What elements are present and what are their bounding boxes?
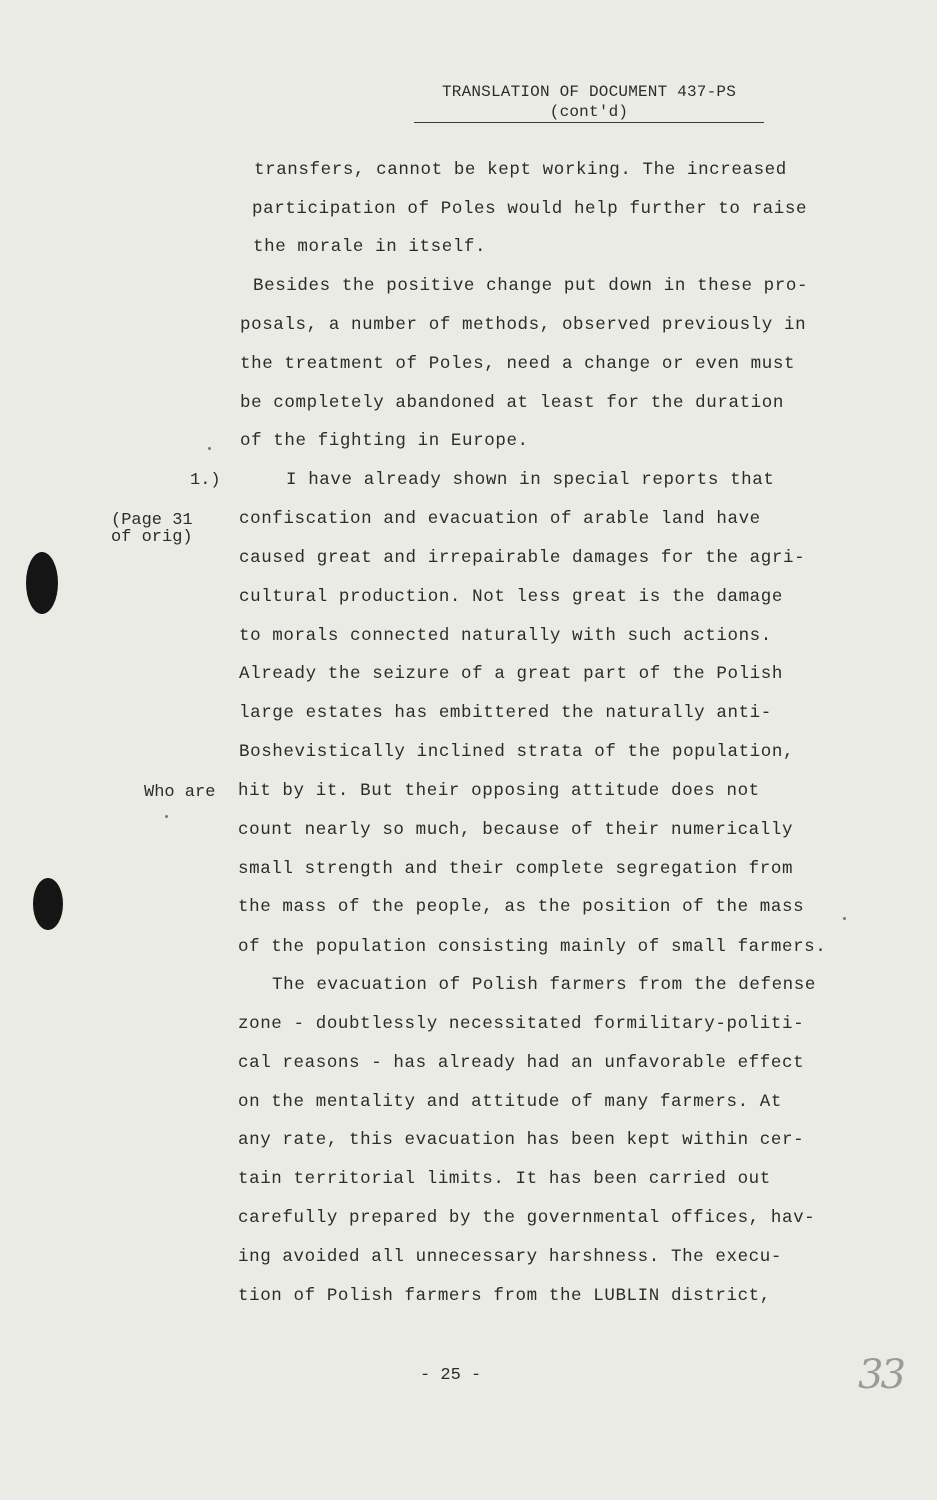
body-line: cultural production. Not less great is the damage xyxy=(239,587,783,607)
speck xyxy=(843,917,846,920)
body-line: transfers, cannot be kept working. The increased xyxy=(254,160,787,180)
item-number: 1.) xyxy=(190,471,221,490)
body-line: The evacuation of Polish farmers from the defense xyxy=(272,975,816,995)
body-line: ing avoided all unnecessary harshness. The execu- xyxy=(238,1247,782,1267)
body-line: any rate, this evacuation has been kept within cer- xyxy=(238,1130,805,1150)
body-line: confiscation and evacuation of arable land have xyxy=(239,509,761,529)
body-line: of the fighting in Europe. xyxy=(240,431,529,451)
body-line: small strength and their complete segregation from xyxy=(238,859,794,879)
punch-hole-bottom xyxy=(33,878,63,930)
document-header xyxy=(414,82,764,122)
body-line: be completely abandoned at least for the duration xyxy=(240,393,784,413)
body-line: on the mentality and attitude of many farmers. At xyxy=(238,1092,782,1112)
handwritten-folio-number: 33 xyxy=(858,1352,903,1398)
body-line: large estates has embittered the naturally anti- xyxy=(239,703,772,723)
who-are-note: Who are xyxy=(144,783,216,802)
body-line: of the population consisting mainly of small farmers. xyxy=(238,937,827,957)
body-line: the treatment of Poles, need a change or even must xyxy=(240,354,796,374)
header-title: TRANSLATION OF DOCUMENT 437-PS xyxy=(441,83,737,101)
body-line: I have already shown in special reports that xyxy=(286,470,775,490)
body-line: cal reasons - has already had an unfavorable effect xyxy=(238,1053,805,1073)
body-line: hit by it. But their opposing attitude does not xyxy=(238,781,760,801)
header-subtitle: (cont'd) xyxy=(549,103,629,121)
punch-hole-top xyxy=(26,552,58,614)
header-underline xyxy=(414,122,764,123)
body-line: carefully prepared by the governmental offices, hav- xyxy=(238,1208,816,1228)
body-line: the mass of the people, as the position of the mass xyxy=(238,897,805,917)
body-line: Boshevistically inclined strata of the population, xyxy=(239,742,795,762)
body-line: caused great and irrepairable damages for the agri- xyxy=(239,548,806,568)
body-line: participation of Poles would help further to raise xyxy=(252,199,808,219)
body-line: zone - doubtlessly necessitated formilitary-politi- xyxy=(238,1014,805,1034)
page-number: - 25 - xyxy=(420,1366,482,1385)
body-line: the morale in itself. xyxy=(253,237,487,257)
speck xyxy=(165,815,168,818)
body-line: to morals connected naturally with such actions. xyxy=(239,626,772,646)
body-line: Already the seizure of a great part of the Polish xyxy=(239,664,783,684)
body-line: posals, a number of methods, observed previously in xyxy=(240,315,807,335)
page-reference-note: (Page 31 of orig) xyxy=(111,511,193,547)
speck xyxy=(208,447,211,450)
body-line: tain territorial limits. It has been carried out xyxy=(238,1169,771,1189)
body-line: count nearly so much, because of their numerically xyxy=(238,820,794,840)
body-line: tion of Polish farmers from the LUBLIN district, xyxy=(238,1286,771,1306)
body-line: Besides the positive change put down in these pro- xyxy=(253,276,809,296)
